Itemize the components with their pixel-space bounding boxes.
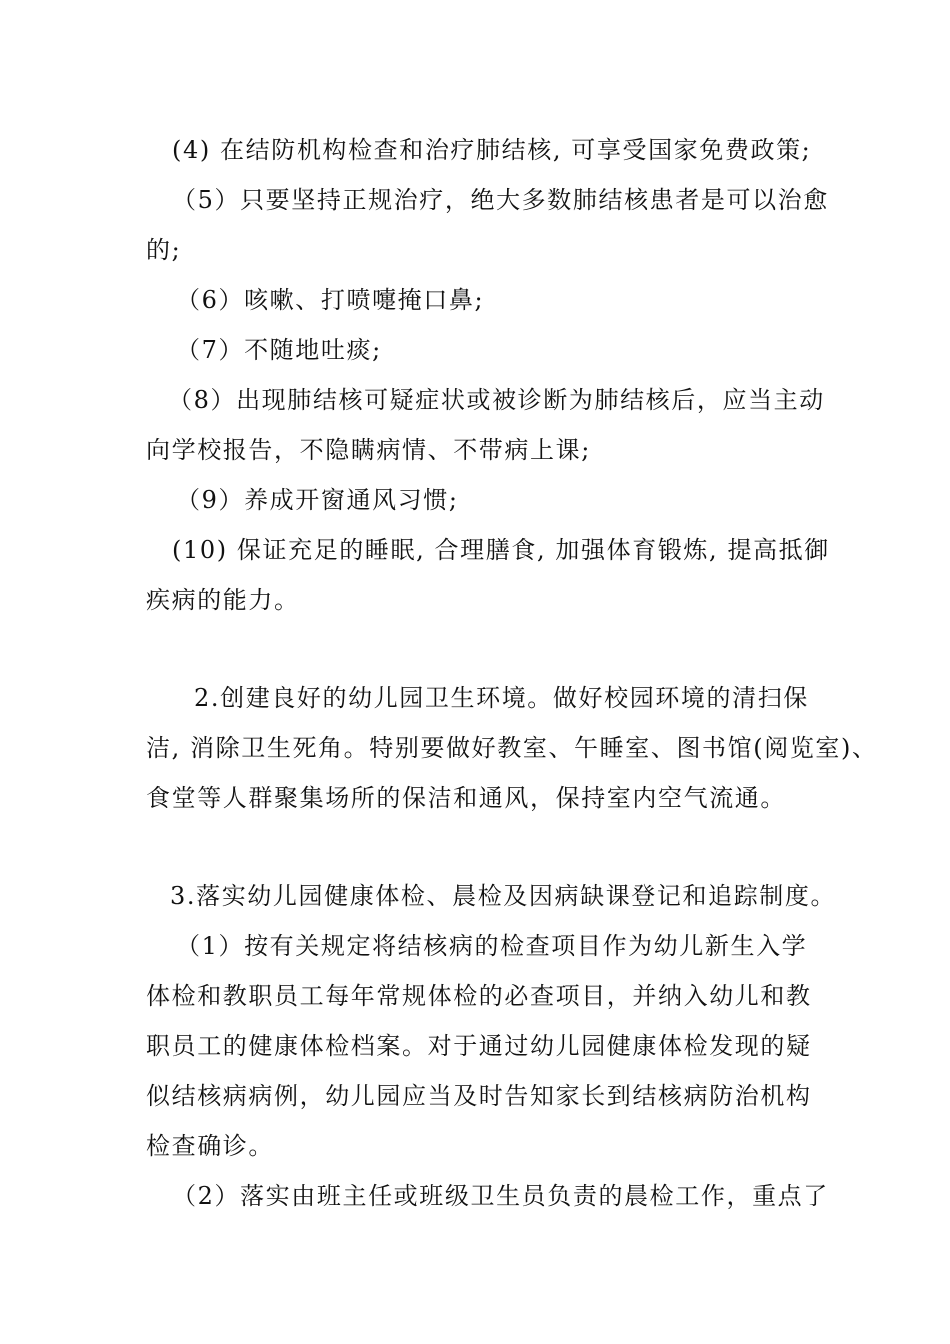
text-line: （1）按有关规定将结核病的检查项目作为幼儿新生入学 — [176, 932, 808, 960]
text-line: (4) 在结防机构检查和治疗肺结核, 可享受国家免费政策; — [172, 136, 812, 164]
text-line: （9）养成开窗通风习惯; — [176, 486, 459, 514]
text-line: （8）出现肺结核可疑症状或被诊断为肺结核后，应当主动 — [168, 386, 825, 414]
text-line: 3.落实幼儿园健康体检、晨检及因病缺课登记和追踪制度。 — [170, 882, 837, 910]
text-line: （2）落实由班主任或班级卫生员负责的晨检工作，重点了 — [172, 1182, 829, 1210]
text-line: 职员工的健康体检档案。对于通过幼儿园健康体检发现的疑 — [146, 1032, 812, 1060]
text-line: 食堂等人群聚集场所的保洁和通风，保持室内空气流通。 — [146, 784, 786, 812]
text-line: 的; — [146, 236, 182, 264]
text-line: 疾病的能力。 — [146, 586, 300, 614]
text-line: 2.创建良好的幼儿园卫生环境。做好校园环境的清扫保 — [194, 684, 809, 712]
text-line: 检查确诊。 — [146, 1132, 274, 1160]
text-line: 似结核病病例，幼儿园应当及时告知家长到结核病防治机构 — [146, 1082, 812, 1110]
text-line: 向学校报告，不隐瞒病情、不带病上课; — [146, 436, 591, 464]
text-line: （6）咳嗽、打喷嚏掩口鼻; — [176, 286, 485, 314]
text-line: （5）只要坚持正规治疗，绝大多数肺结核患者是可以治愈 — [172, 186, 829, 214]
text-line: 体检和教职员工每年常规体检的必查项目，并纳入幼儿和教 — [146, 982, 812, 1010]
text-line: (10) 保证充足的睡眠, 合理膳食, 加强体育锻炼, 提高抵御 — [172, 536, 830, 564]
text-line: 洁, 消除卫生死角。特别要做好教室、午睡室、图书馆(阅览室)、 — [146, 734, 878, 762]
text-line: （7）不随地吐痰; — [176, 336, 382, 364]
